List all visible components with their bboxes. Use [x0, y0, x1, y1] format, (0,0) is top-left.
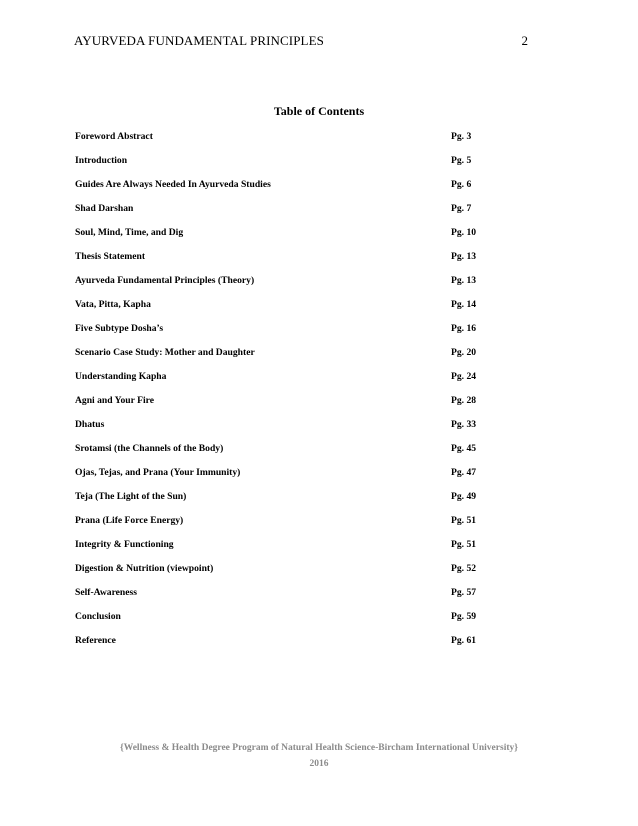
toc-entry-label: Vata, Pitta, Kapha — [75, 299, 151, 310]
toc-row — [75, 538, 495, 562]
toc-entry-label: Scenario Case Study: Mother and Daughter — [75, 347, 255, 358]
toc-entry-label: Thesis Statement — [75, 251, 146, 262]
toc-entry-page: Pg. 51 — [451, 539, 477, 550]
toc-entry-label: Ojas, Tejas, and Prana (Your Immunity) — [75, 467, 241, 478]
toc-row — [75, 250, 495, 274]
toc-entry-label: Five Subtype Dosha’s — [75, 323, 164, 334]
toc-entry-label: Ayurveda Fundamental Principles (Theory) — [75, 275, 255, 286]
toc-entry-page: Pg. 51 — [451, 515, 477, 526]
toc-entry-page: Pg. 49 — [451, 491, 477, 502]
toc-entry-page: Pg. 13 — [451, 275, 477, 286]
toc-entry-page: Pg. 59 — [451, 611, 477, 622]
toc-entry-page: Pg. 6 — [451, 179, 472, 190]
toc-entry-label: Self-Awareness — [75, 587, 137, 598]
page-footer — [0, 740, 638, 772]
toc-row — [75, 178, 495, 202]
toc-entry-page: Pg. 28 — [451, 395, 477, 406]
toc-entry-page: Pg. 52 — [451, 563, 477, 574]
toc-row — [75, 202, 495, 226]
toc-entry-page: Pg. 47 — [451, 467, 477, 478]
toc-entry-page: Pg. 20 — [451, 347, 477, 358]
page-number: 2 — [521, 33, 528, 48]
toc-entry-page: Pg. 33 — [451, 419, 477, 430]
toc-row — [75, 634, 495, 658]
toc-entry-label: Soul, Mind, Time, and Dig — [75, 227, 184, 238]
running-head: AYURVEDA FUNDAMENTAL PRINCIPLES — [74, 33, 324, 48]
toc-entry-label: Agni and Your Fire — [75, 395, 154, 406]
toc-entry-page: Pg. 7 — [451, 203, 472, 214]
toc-entry-label: Reference — [75, 635, 116, 646]
toc-entry-page: Pg. 3 — [451, 131, 472, 142]
toc-row — [75, 466, 495, 490]
toc-entry-label: Srotamsi (the Channels of the Body) — [75, 443, 224, 454]
toc-entry-label: Guides Are Always Needed In Ayurveda Studies — [75, 179, 271, 190]
footer-year: 2016 — [309, 759, 329, 769]
toc-entry-page: Pg. 16 — [451, 323, 477, 334]
toc-entry-label: Integrity & Functioning — [75, 539, 174, 550]
toc-row — [75, 130, 495, 154]
toc-row — [75, 154, 495, 178]
toc-row — [75, 586, 495, 610]
toc-row — [75, 346, 495, 370]
toc-entry-label: Prana (Life Force Energy) — [75, 515, 184, 526]
toc-entry-page: Pg. 57 — [451, 587, 477, 598]
toc-entry-page: Pg. 5 — [451, 155, 472, 166]
toc-entry-label: Understanding Kapha — [75, 371, 167, 382]
toc-entry-label: Teja (The Light of the Sun) — [75, 491, 187, 502]
toc-row — [75, 226, 495, 250]
toc-row — [75, 322, 495, 346]
toc-entry-label: Digestion & Nutrition (viewpoint) — [75, 563, 214, 574]
toc-row — [75, 274, 495, 298]
footer-program-line: {Wellness & Health Degree Program of Natural Health Science-Bircham International University} — [120, 743, 518, 753]
toc-title: Table of Contents — [273, 104, 365, 118]
toc-entry-page: Pg. 24 — [451, 371, 477, 382]
toc-row — [75, 418, 495, 442]
toc-row — [75, 442, 495, 466]
toc-entry-label: Dhatus — [75, 419, 105, 430]
toc-entry-label: Shad Darshan — [75, 203, 134, 214]
table-of-contents — [75, 130, 495, 658]
toc-row — [75, 370, 495, 394]
toc-entry-page: Pg. 10 — [451, 227, 477, 238]
toc-row — [75, 562, 495, 586]
toc-row — [75, 394, 495, 418]
toc-row — [75, 490, 495, 514]
toc-entry-label: Foreword Abstract — [75, 131, 153, 142]
toc-row — [75, 514, 495, 538]
toc-row — [75, 610, 495, 634]
toc-row — [75, 298, 495, 322]
toc-entry-label: Conclusion — [75, 611, 121, 622]
toc-entry-page: Pg. 45 — [451, 443, 477, 454]
toc-entry-label: Introduction — [75, 155, 128, 166]
toc-entry-page: Pg. 14 — [451, 299, 477, 310]
toc-entry-page: Pg. 61 — [451, 635, 477, 646]
toc-entry-page: Pg. 13 — [451, 251, 477, 262]
